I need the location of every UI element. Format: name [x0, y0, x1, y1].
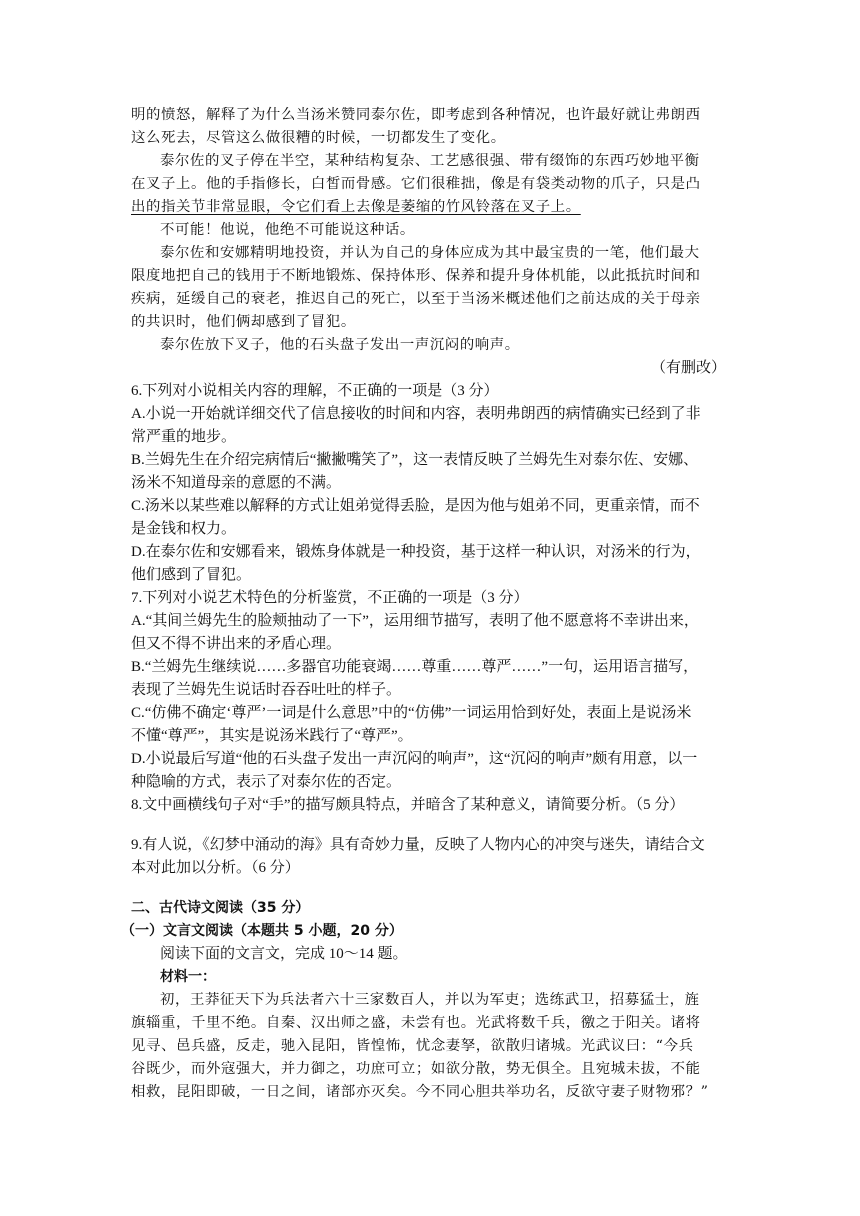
passage-line: 泰尔佐的叉子停在半空，某种结构复杂、工艺感很强、带有缀饰的东西巧妙地平衡 [160, 153, 700, 169]
classical-text-line: 相救，昆阳即破，一日之间，诸部亦灭矣。今不同心胆共举功名，反欲守妻子财物邪？” [131, 1084, 709, 1100]
passage-line: 不可能！他说，他绝不可能说这种话。 [160, 222, 415, 238]
option-c: 不懂“尊严”，其实是说汤米践行了“尊严”。 [131, 728, 413, 744]
passage-line: 这么死去，尽管这么做很糟的时候，一切都发生了变化。 [131, 130, 506, 146]
option-c: 是金钱和权力。 [131, 521, 237, 537]
question-9-stem: 9.有人说，《幻梦中涌动的海》具有奇妙力量，反映了人物内心的冲突与迷失，请结合文 [131, 837, 705, 853]
option-d: D.在泰尔佐和安娜看来，锻炼身体就是一种投资，基于这样一种认识，对汤米的行为， [131, 544, 701, 560]
passage-line: 限度地把自己的钱用于不断地锻炼、保持体形、保养和提升身体机能，以此抵抗时间和 [131, 268, 701, 284]
subsection-title: （一）文言文阅读（本题共 5 小题，20 分） [121, 923, 403, 939]
option-c: C.汤米以某些难以解释的方式让姐弟觉得丢脸，是因为他与姐弟不同，更重亲情，而不 [131, 498, 700, 514]
option-b: B.兰姆先生在介绍完病情后“撇撇嘴笑了”，这一表情反映了兰姆先生对泰尔佐、安娜、 [131, 452, 699, 468]
classical-text-line: 谷既少，而外寇强大，并力御之，功庶可立；如欲分散，势无俱全。且宛城未拔，不能 [131, 1061, 701, 1077]
option-b: B.“兰姆先生继续说……多器官功能衰竭……尊重……尊严……”一句，运用语言描写， [131, 659, 699, 675]
instruction: 阅读下面的文言文，完成 10～14 题。 [160, 946, 408, 962]
option-a: 常严重的地步。 [131, 429, 237, 445]
question-9-stem: 本对此加以分析。（6 分） [131, 860, 300, 876]
option-d: D.小说最后写道“他的石头盘子发出一声沉闷的响声”，这“沉闷的响声”颇有用意，以一 [131, 751, 698, 767]
question-7-stem: 7.下列对小说艺术特色的分析鉴赏，不正确的一项是（3 分） [131, 590, 529, 606]
question-6-stem: 6.下列对小说相关内容的理解，不正确的一项是（3 分） [131, 383, 499, 399]
passage-line: 明的愤怒，解释了为什么当汤米赞同泰尔佐，即考虑到各种情况，也许最好就让弗朗西 [131, 107, 701, 123]
passage-line: 疾病，延缓自己的衰老，推迟自己的死亡，以至于当汤米概述他们之前达成的关于母亲 [131, 291, 701, 307]
option-b: 表现了兰姆先生说话时吞吞吐吐的样子。 [131, 682, 402, 698]
classical-text-line: 见寻、邑兵盛，反走，驰入昆阳，皆惶怖，忧念妻孥，欲散归诸城。光武议曰：“今兵 [131, 1038, 694, 1054]
section-title: 二、古代诗文阅读（35 分） [131, 900, 310, 916]
question-8-stem: 8.文中画横线句子对“手”的描写颇具特点，并暗含了某种意义，请简要分析。（5 分） [131, 797, 685, 813]
passage-underlined-line: 出的指关节非常显眼，令它们看上去像是萎缩的竹风铃落在叉子上。 [131, 199, 581, 215]
edit-note: （有删改） [650, 360, 726, 376]
classical-text-line: 初，王莽征天下为兵法者六十三家数百人，并以为军吏；选练武卫，招募猛士，旌 [160, 992, 700, 1008]
option-a: A.“其间兰姆先生的脸颊抽动了一下”，运用细节描写，表明了他不愿意将不幸讲出来， [131, 613, 699, 629]
material-label: 材料一： [160, 969, 216, 985]
classical-text-line: 旗辎重，千里不绝。自秦、汉出师之盛，未尝有也。光武将数千兵，徼之于阳关。诸将 [131, 1015, 701, 1031]
option-d: 他们感到了冒犯。 [131, 567, 252, 583]
option-a: A.小说一开始就详细交代了信息接收的时间和内容，表明弗朗西的病情确实已经到了非 [131, 406, 701, 422]
option-a: 但又不得不讲出来的矛盾心理。 [131, 636, 342, 652]
passage-line: 泰尔佐和安娜精明地投资，并认为自己的身体应成为其中最宝贵的一笔，他们最大 [160, 245, 700, 261]
option-c: C.“仿佛不确定‘尊严’一词是什么意思”中的“仿佛”一词运用恰到好处，表面上是说汤米 [131, 705, 692, 721]
passage-line: 在叉子上。他的手指修长，白皙而骨感。它们很稚拙，像是有袋类动物的爪子，只是凸 [131, 176, 701, 192]
passage-line: 的共识时，他们俩却感到了冒犯。 [131, 314, 356, 330]
option-b: 汤米不知道母亲的意愿的不满。 [131, 475, 342, 491]
passage-line: 泰尔佐放下叉子，他的石头盘子发出一声沉闷的响声。 [160, 337, 520, 353]
option-d: 种隐喻的方式，表示了对泰尔佐的否定。 [131, 774, 402, 790]
